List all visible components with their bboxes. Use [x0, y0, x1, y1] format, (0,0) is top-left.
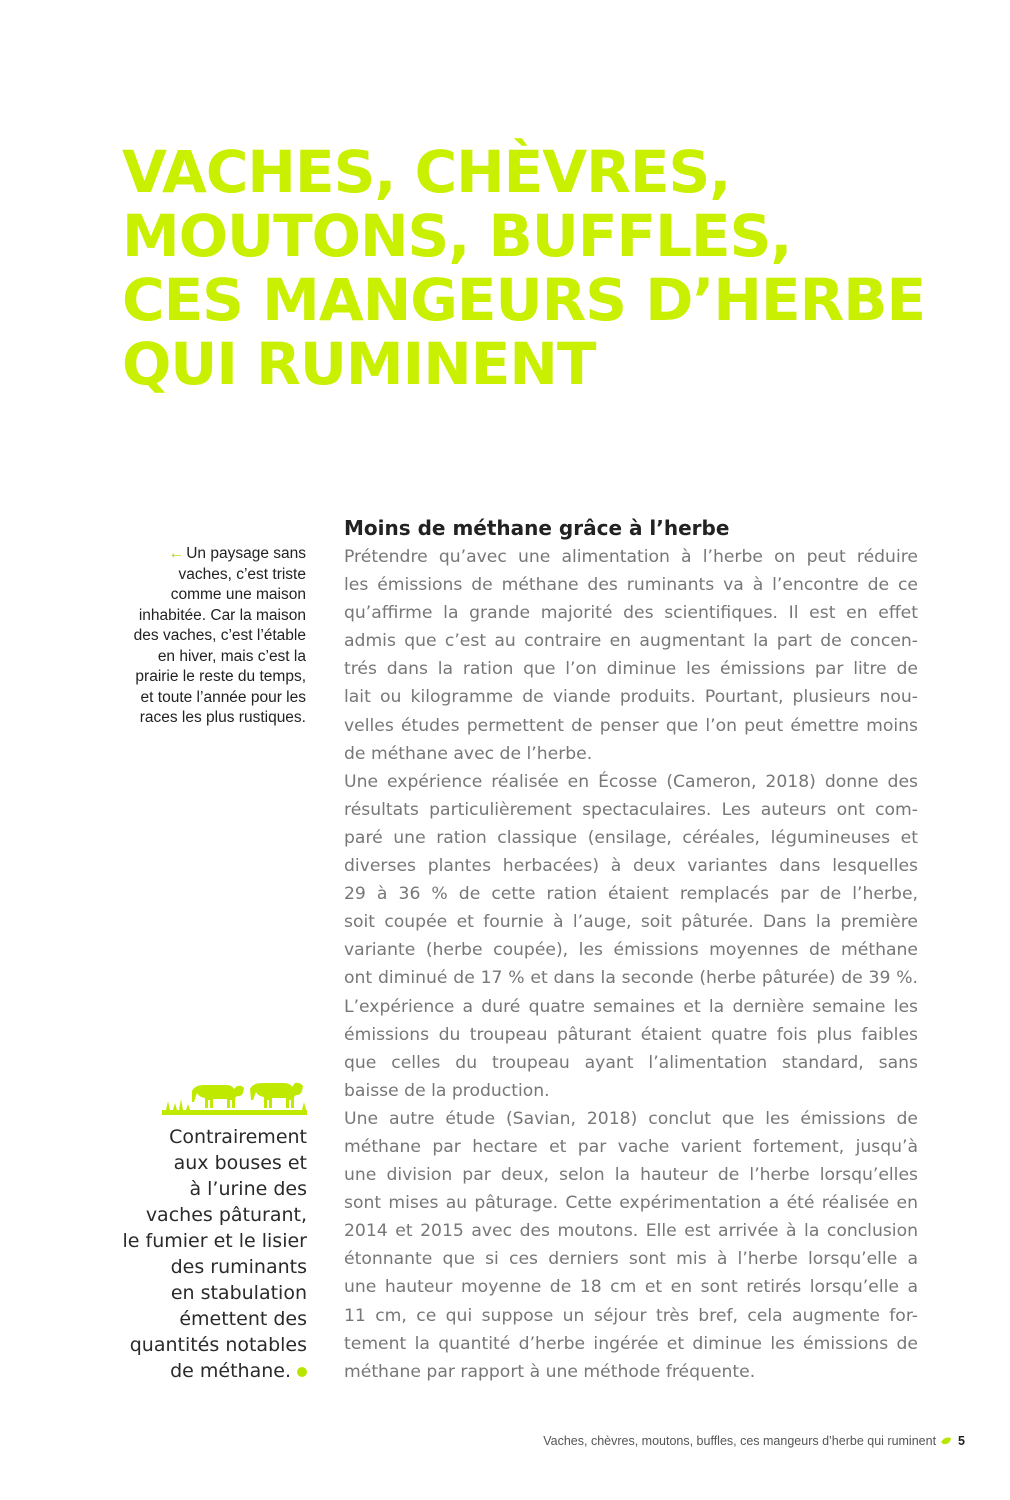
body-line: admis que c’est au contraire en augmentant la part de concen-: [344, 631, 918, 652]
body-line: Prétendre qu’avec une alimentation à l’herbe on peut réduire: [344, 547, 918, 567]
page-title: [122, 140, 982, 396]
body-line: une hauteur moyenne de 18 cm et en sont retirés lorsqu’elle a: [344, 1277, 918, 1298]
pullquote-line: en stabulation: [170, 1282, 307, 1304]
caption-line: vaches, c’est triste: [178, 565, 306, 583]
body-line: Une expérience réalisée en Écosse (Cameron, 2018) donne des: [344, 771, 918, 792]
body-line: ont diminué de 17 % et dans la seconde (herbe pâturée) de 39 %.: [344, 968, 918, 989]
caption-line: comme une maison: [170, 586, 306, 603]
body-line: émissions du troupeau pâturant étaient quatre fois plus faibles: [344, 1024, 918, 1045]
pullquote-line: Contrairement: [169, 1126, 307, 1148]
caption-line: inhabitée. Car la maison: [138, 606, 306, 624]
body-line: diverses plantes herbacées) à deux variantes dans lesquelles: [344, 856, 918, 877]
pullquote-line: de méthane.: [170, 1360, 291, 1382]
running-title: Vaches, chèvres, moutons, buffles, ces mangeurs d’herbe qui ruminent: [543, 1434, 937, 1448]
body-line: velles études permettent de penser que l’on peut émettre moins: [344, 715, 918, 736]
cows-grazing-icon: [162, 1077, 307, 1119]
page-footer: [420, 1434, 965, 1448]
body-line: qu’affirme la grande majorité des scientifiques. Il est en effet: [344, 603, 918, 624]
leaf-icon: [940, 1437, 952, 1446]
body-line: soit coupée et fournie à l’auge, soit pâturée. Dans la première: [344, 912, 918, 933]
bullet-dot-icon: [297, 1367, 307, 1377]
body-line: L’expérience a duré quatre semaines et la dernière semaine les: [344, 996, 918, 1017]
body-line: une division par deux, selon la hauteur de l’herbe lorsqu’elles: [344, 1165, 918, 1186]
caption-line: et toute l’année pour les: [140, 688, 306, 706]
body-line: Une autre étude (Savian, 2018) conclut que les émissions de: [344, 1108, 918, 1129]
pullquote-line: vaches pâturant,: [145, 1204, 307, 1226]
body-line: de méthane avec de l’herbe.: [344, 743, 593, 764]
caption-line: races les plus rustiques.: [139, 709, 306, 726]
title-line: VACHES, CHÈVRES,: [122, 138, 731, 206]
body-line: variante (herbe coupée), les émissions moyennes de méthane: [344, 940, 918, 961]
caption-line: des vaches, c’est l’étable: [133, 627, 306, 644]
caption-line: en hiver, mais c’est la: [157, 647, 306, 665]
title-line: CES MANGEURS D’HERBE: [122, 266, 926, 334]
body-line: 29 à 36 % de cette ration étaient remplacés par de l’herbe,: [344, 884, 918, 905]
body-line: que celles du troupeau ayant l’alimentation standard, sans: [344, 1052, 918, 1073]
body-line: 11 cm, ce qui suppose un séjour très bref, cela augmente for-: [344, 1305, 918, 1326]
pullquote-line: le fumier et le lisier: [122, 1230, 307, 1252]
body-text: [344, 543, 918, 1386]
body-line: 2014 et 2015 avec des moutons. Elle est arrivée à la conclusion: [344, 1221, 918, 1242]
body-line: trés dans la ration que l’on diminue les émissions par litre de: [344, 659, 918, 680]
photo-caption: [110, 544, 306, 729]
pullquote-line: quantités notables: [129, 1334, 307, 1356]
body-line: sont mises au pâturage. Cette expérimentation a été réalisée en: [344, 1193, 918, 1214]
page-number: 5: [958, 1434, 965, 1448]
pull-quote: [100, 1124, 307, 1384]
title-line: MOUTONS, BUFFLES,: [122, 202, 792, 270]
caption-line: Un paysage sans: [186, 545, 306, 562]
pullquote-line: à l’urine des: [189, 1178, 307, 1200]
body-line: méthane par hectare et par vache varient fortement, jusqu’à: [344, 1136, 918, 1157]
pullquote-line: des ruminants: [170, 1256, 307, 1278]
body-line: résultats particulièrement spectaculaires. Les auteurs ont com-: [344, 799, 918, 820]
body-line: tement la quantité d’herbe ingérée et diminue les émissions de: [344, 1333, 918, 1354]
arrow-left-icon: ←: [168, 545, 185, 562]
pullquote-line: aux bouses et: [173, 1152, 307, 1174]
body-line: les émissions de méthane des ruminants va à l’encontre de ce: [344, 575, 918, 596]
caption-line: prairie le reste du temps,: [135, 668, 306, 685]
section-heading: Moins de méthane grâce à l’herbe: [344, 516, 730, 540]
body-line: méthane par rapport à une méthode fréquente.: [344, 1361, 756, 1382]
body-line: étonnante que si ces derniers sont mis à l’herbe lorsqu’elle a: [344, 1249, 918, 1270]
body-line: baisse de la production.: [344, 1080, 550, 1101]
pullquote-line: émettent des: [179, 1308, 307, 1330]
body-line: lait ou kilogramme de viande produits. Pourtant, plusieurs nou-: [344, 687, 918, 708]
body-line: paré une ration classique (ensilage, céréales, légumineuses et: [344, 827, 918, 848]
title-line: QUI RUMINENT: [122, 330, 596, 398]
